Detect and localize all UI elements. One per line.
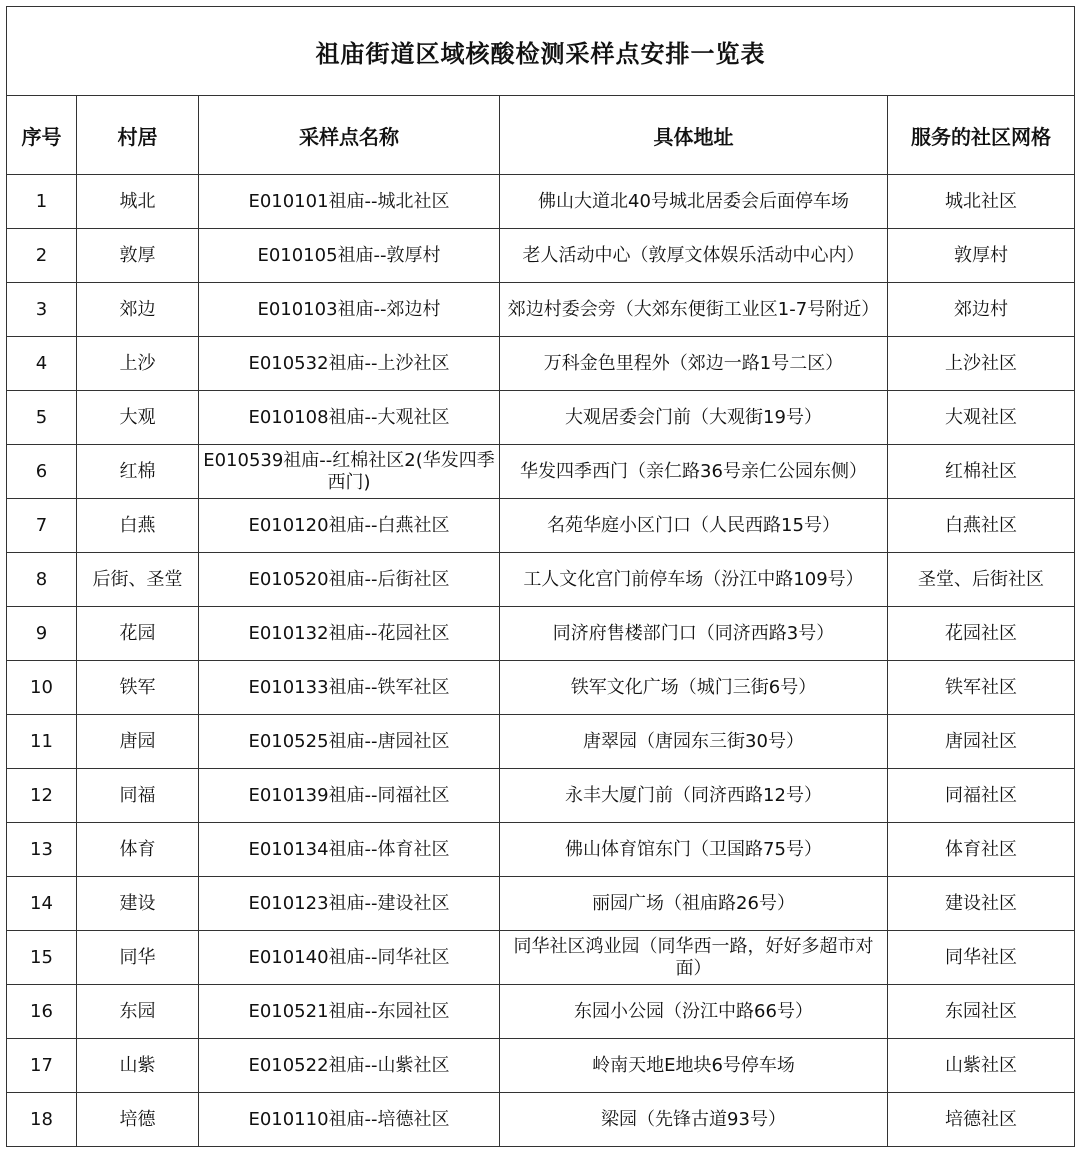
cell-site-name: E010522祖庙--山紫社区 bbox=[199, 1039, 500, 1093]
cell-index: 7 bbox=[7, 499, 77, 553]
cell-village: 铁军 bbox=[77, 661, 199, 715]
cell-village: 红棉 bbox=[77, 445, 199, 499]
cell-address: 铁军文化广场（城门三街6号） bbox=[500, 661, 888, 715]
cell-site-name: E010105祖庙--敦厚村 bbox=[199, 229, 500, 283]
cell-index: 16 bbox=[7, 985, 77, 1039]
table-title: 祖庙街道区域核酸检测采样点安排一览表 bbox=[7, 7, 1075, 96]
cell-address: 郊边村委会旁（大郊东便街工业区1-7号附近） bbox=[500, 283, 888, 337]
cell-village: 敦厚 bbox=[77, 229, 199, 283]
cell-site-name: E010110祖庙--培德社区 bbox=[199, 1093, 500, 1147]
cell-village: 郊边 bbox=[77, 283, 199, 337]
cell-village: 花园 bbox=[77, 607, 199, 661]
cell-site-name: E010103祖庙--郊边村 bbox=[199, 283, 500, 337]
cell-service-grid: 同华社区 bbox=[888, 931, 1075, 985]
cell-address: 岭南天地E地块6号停车场 bbox=[500, 1039, 888, 1093]
cell-village: 白燕 bbox=[77, 499, 199, 553]
header-service-grid: 服务的社区网格 bbox=[888, 96, 1075, 175]
cell-address: 丽园广场（祖庙路26号） bbox=[500, 877, 888, 931]
cell-site-name: E010123祖庙--建设社区 bbox=[199, 877, 500, 931]
cell-address: 梁园（先锋古道93号） bbox=[500, 1093, 888, 1147]
cell-site-name: E010134祖庙--体育社区 bbox=[199, 823, 500, 877]
header-address: 具体地址 bbox=[500, 96, 888, 175]
cell-address: 同济府售楼部门口（同济西路3号） bbox=[500, 607, 888, 661]
header-site-name: 采样点名称 bbox=[199, 96, 500, 175]
table-row bbox=[7, 445, 1075, 499]
cell-service-grid: 花园社区 bbox=[888, 607, 1075, 661]
cell-village: 上沙 bbox=[77, 337, 199, 391]
cell-service-grid: 东园社区 bbox=[888, 985, 1075, 1039]
table-row bbox=[7, 661, 1075, 715]
table-row bbox=[7, 769, 1075, 823]
cell-service-grid: 建设社区 bbox=[888, 877, 1075, 931]
cell-village: 同福 bbox=[77, 769, 199, 823]
cell-site-name: E010140祖庙--同华社区 bbox=[199, 931, 500, 985]
cell-index: 2 bbox=[7, 229, 77, 283]
cell-service-grid: 同福社区 bbox=[888, 769, 1075, 823]
cell-village: 体育 bbox=[77, 823, 199, 877]
header-index: 序号 bbox=[7, 96, 77, 175]
cell-address: 大观居委会门前（大观街19号） bbox=[500, 391, 888, 445]
table-body bbox=[7, 175, 1075, 1147]
cell-village: 城北 bbox=[77, 175, 199, 229]
cell-address: 名苑华庭小区门口（人民西路15号） bbox=[500, 499, 888, 553]
cell-index: 12 bbox=[7, 769, 77, 823]
table-row bbox=[7, 175, 1075, 229]
table-row bbox=[7, 229, 1075, 283]
cell-index: 5 bbox=[7, 391, 77, 445]
cell-site-name: E010120祖庙--白燕社区 bbox=[199, 499, 500, 553]
cell-address: 永丰大厦门前（同济西路12号） bbox=[500, 769, 888, 823]
cell-service-grid: 山紫社区 bbox=[888, 1039, 1075, 1093]
cell-site-name: E010525祖庙--唐园社区 bbox=[199, 715, 500, 769]
cell-index: 1 bbox=[7, 175, 77, 229]
cell-index: 4 bbox=[7, 337, 77, 391]
cell-village: 唐园 bbox=[77, 715, 199, 769]
cell-site-name: E010133祖庙--铁军社区 bbox=[199, 661, 500, 715]
table-row bbox=[7, 823, 1075, 877]
cell-address: 同华社区鸿业园（同华西一路，好好多超市对面） bbox=[500, 931, 888, 985]
cell-address: 工人文化宫门前停车场（汾江中路109号） bbox=[500, 553, 888, 607]
cell-service-grid: 城北社区 bbox=[888, 175, 1075, 229]
cell-village: 同华 bbox=[77, 931, 199, 985]
cell-village: 大观 bbox=[77, 391, 199, 445]
cell-village: 建设 bbox=[77, 877, 199, 931]
cell-address: 老人活动中心（敦厚文体娱乐活动中心内） bbox=[500, 229, 888, 283]
title-row bbox=[7, 7, 1075, 96]
table-row bbox=[7, 715, 1075, 769]
cell-site-name: E010539祖庙--红棉社区2(华发四季西门) bbox=[199, 445, 500, 499]
table-row bbox=[7, 1039, 1075, 1093]
cell-index: 9 bbox=[7, 607, 77, 661]
cell-site-name: E010132祖庙--花园社区 bbox=[199, 607, 500, 661]
table-row bbox=[7, 553, 1075, 607]
cell-index: 8 bbox=[7, 553, 77, 607]
cell-index: 15 bbox=[7, 931, 77, 985]
cell-service-grid: 培德社区 bbox=[888, 1093, 1075, 1147]
cell-service-grid: 郊边村 bbox=[888, 283, 1075, 337]
cell-service-grid: 上沙社区 bbox=[888, 337, 1075, 391]
sampling-sites-table bbox=[6, 6, 1075, 1147]
cell-site-name: E010108祖庙--大观社区 bbox=[199, 391, 500, 445]
cell-address: 唐翠园（唐园东三街30号） bbox=[500, 715, 888, 769]
table-row bbox=[7, 607, 1075, 661]
cell-index: 10 bbox=[7, 661, 77, 715]
cell-service-grid: 白燕社区 bbox=[888, 499, 1075, 553]
table-row bbox=[7, 985, 1075, 1039]
table-row bbox=[7, 391, 1075, 445]
cell-index: 17 bbox=[7, 1039, 77, 1093]
cell-site-name: E010532祖庙--上沙社区 bbox=[199, 337, 500, 391]
cell-index: 6 bbox=[7, 445, 77, 499]
cell-service-grid: 唐园社区 bbox=[888, 715, 1075, 769]
cell-index: 18 bbox=[7, 1093, 77, 1147]
cell-address: 东园小公园（汾江中路66号） bbox=[500, 985, 888, 1039]
table-row bbox=[7, 499, 1075, 553]
cell-site-name: E010101祖庙--城北社区 bbox=[199, 175, 500, 229]
cell-village: 山紫 bbox=[77, 1039, 199, 1093]
cell-address: 佛山大道北40号城北居委会后面停车场 bbox=[500, 175, 888, 229]
cell-village: 东园 bbox=[77, 985, 199, 1039]
cell-service-grid: 红棉社区 bbox=[888, 445, 1075, 499]
table-row bbox=[7, 877, 1075, 931]
cell-index: 13 bbox=[7, 823, 77, 877]
cell-site-name: E010139祖庙--同福社区 bbox=[199, 769, 500, 823]
table-row bbox=[7, 283, 1075, 337]
cell-index: 14 bbox=[7, 877, 77, 931]
header-village: 村居 bbox=[77, 96, 199, 175]
cell-service-grid: 敦厚村 bbox=[888, 229, 1075, 283]
cell-address: 佛山体育馆东门（卫国路75号） bbox=[500, 823, 888, 877]
table-row bbox=[7, 1093, 1075, 1147]
cell-site-name: E010521祖庙--东园社区 bbox=[199, 985, 500, 1039]
cell-service-grid: 体育社区 bbox=[888, 823, 1075, 877]
sampling-sites-sheet bbox=[6, 6, 1074, 1170]
table-row bbox=[7, 931, 1075, 985]
cell-service-grid: 圣堂、后街社区 bbox=[888, 553, 1075, 607]
table-row bbox=[7, 337, 1075, 391]
cell-service-grid: 铁军社区 bbox=[888, 661, 1075, 715]
cell-village: 培德 bbox=[77, 1093, 199, 1147]
cell-address: 华发四季西门（亲仁路36号亲仁公园东侧） bbox=[500, 445, 888, 499]
cell-index: 3 bbox=[7, 283, 77, 337]
header-row bbox=[7, 96, 1075, 175]
cell-service-grid: 大观社区 bbox=[888, 391, 1075, 445]
cell-village: 后街、圣堂 bbox=[77, 553, 199, 607]
cell-site-name: E010520祖庙--后街社区 bbox=[199, 553, 500, 607]
cell-index: 11 bbox=[7, 715, 77, 769]
cell-address: 万科金色里程外（郊边一路1号二区） bbox=[500, 337, 888, 391]
